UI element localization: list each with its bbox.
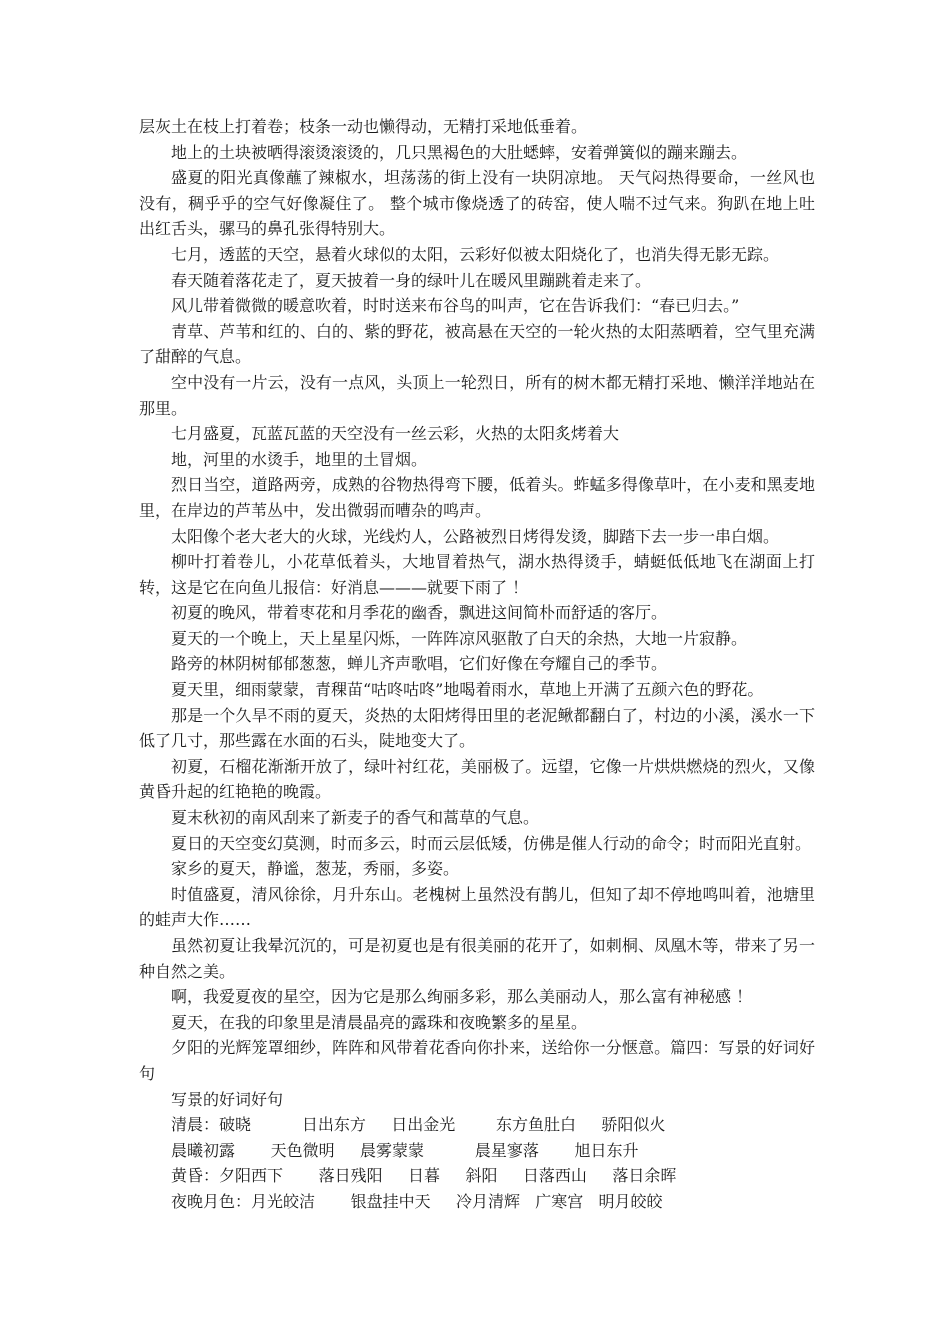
paragraph-9: 七月盛夏，瓦蓝瓦蓝的天空没有一丝云彩，火热的太阳炙烤着大 <box>171 424 620 444</box>
paragraph-22: 家乡的夏天，静谧，葱茏，秀丽，多姿。 <box>171 859 460 879</box>
paragraph-2: 地上的土块被晒得滚烫滚烫的，几只黑褐色的大肚蟋蟀，安着弹簧似的蹦来蹦去。 <box>171 142 748 162</box>
paragraph-14: 初夏的晚风，带着枣花和月季花的幽香，飘进这间简朴而舒适的客厅。 <box>171 603 668 623</box>
word-line-dusk: 黄昏：夕阳西下 落日残阳 日暮 斜阳 日落西山 落日余晖 <box>171 1166 677 1186</box>
paragraph-10: 地，河里的水烫手，地里的土冒烟。 <box>171 449 428 469</box>
paragraph-3: 盛夏的阳光真像蘸了辣椒水，坦荡荡的街上没有一块阴凉地。 天气闷热得要命，一丝风也没有，稠乎乎的空气好像凝住了。 整个城市像烧透了的砖窑，使人喘不过气来。狗趴在地上吐出红舌头，骡马的鼻孔张得特别大。 <box>139 168 815 239</box>
paragraph-21: 夏日的天空变幻莫测，时而多云，时而云层低矮，仿佛是催人行动的命令；时而阳光直射。 <box>171 833 812 853</box>
paragraph-7: 青草、芦苇和红的、白的、紫的野花，被高悬在天空的一轮火热的太阳蒸晒着，空气里充满了甜醉的气息。 <box>139 321 815 367</box>
document-body <box>139 114 815 1215</box>
paragraph-24: 虽然初夏让我晕沉沉的，可是初夏也是有很美丽的花开了，如刺桐、凤凰木等，带来了另一种自然之美。 <box>139 936 815 981</box>
paragraph-20: 夏末秋初的南风刮来了新麦子的香气和蒿草的气息。 <box>171 808 540 828</box>
section-heading: 写景的好词好句 <box>171 1089 284 1109</box>
paragraph-23: 时值盛夏，清风徐徐，月升东山。老槐树上虽然没有鹊儿，但知了却不停地鸣叫着，池塘里的蛙声大作…… <box>139 884 815 930</box>
paragraph-12: 太阳像个老大老大的火球，光线灼人，公路被烈日烤得发烫，脚踏下去一步一串白烟。 <box>171 526 780 546</box>
paragraph-19: 初夏，石榴花渐渐开放了，绿叶衬红花，美丽极了。远望，它像一片烘烘燃烧的烈火，又像黄昏升起的红艳艳的晚霞。 <box>139 756 815 802</box>
paragraph-5: 春天随着落花走了，夏天披着一身的绿叶儿在暖风里蹦跳着走来了。 <box>171 270 652 290</box>
word-line-night: 夜晚月色：月光皎洁 银盘挂中天 冷月清辉 广寒宫 明月皎皎 <box>171 1191 663 1211</box>
paragraph-8: 空中没有一片云，没有一点风，头顶上一轮烈日，所有的树木都无精打采地、懒洋洋地站在那里。 <box>139 372 815 418</box>
paragraph-4: 七月，透蓝的天空，悬着火球似的太阳，云彩好似被太阳烧化了，也消失得无影无踪。 <box>171 244 780 264</box>
word-line-dawn: 晨曦初露 天色微明 晨雾蒙蒙 晨星寥落 旭日东升 <box>171 1140 639 1160</box>
paragraph-25: 啊，我爱夏夜的星空，因为它是那么绚丽多彩，那么美丽动人，那么富有神秘感 ！ <box>171 987 753 1007</box>
word-line-morning: 清晨：破晓 日出东方 日出金光 东方鱼肚白 骄阳似火 <box>171 1115 666 1135</box>
paragraph-17: 夏天里，细雨蒙蒙，青稞苗“咕咚咕咚”地喝着雨水，草地上开满了五颜六色的野花。 <box>171 680 764 700</box>
paragraph-1: 层灰土在枝上打着卷；枝条一动也懒得动，无精打采地低垂着。 <box>139 117 588 136</box>
paragraph-13: 柳叶打着卷儿，小花草低着头，大地冒着热气，湖水热得烫手，蜻蜓低低地飞在湖面上打转，这是它在向鱼儿报信：好消息———就要下雨了 ！ <box>139 552 815 597</box>
paragraph-15: 夏天的一个晚上，天上星星闪烁，一阵阵凉风驱散了白天的余热，大地一片寂静。 <box>171 628 748 648</box>
paragraph-6: 风儿带着微微的暖意吹着，时时送来布谷鸟的叫声，它在告诉我们：“春已归去。” <box>171 296 740 316</box>
paragraph-16: 路旁的林阴树郁郁葱葱，蝉儿齐声歌唱，它们好像在夸耀自己的季节。 <box>171 654 668 674</box>
paragraph-11: 烈日当空，道路两旁，成熟的谷物热得弯下腰，低着头。蚱蜢多得像草叶，在小麦和黑麦地里，在岸边的芦苇丛中，发出微弱而嘈杂的鸣声。 <box>139 475 815 520</box>
paragraph-26: 夏天，在我的印象里是清晨晶亮的露珠和夜晚繁多的星星。 <box>171 1012 588 1032</box>
paragraph-18: 那是一个久旱不雨的夏天，炎热的太阳烤得田里的老泥鳅都翻白了，村边的小溪，溪水一下低了几寸，那些露在水面的石头，陡地变大了。 <box>139 705 815 751</box>
paragraph-27: 夕阳的光辉笼罩细纱，阵阵和风带着花香向你扑来，送给你一分惬意。篇四：写景的好词好句 <box>139 1038 815 1083</box>
